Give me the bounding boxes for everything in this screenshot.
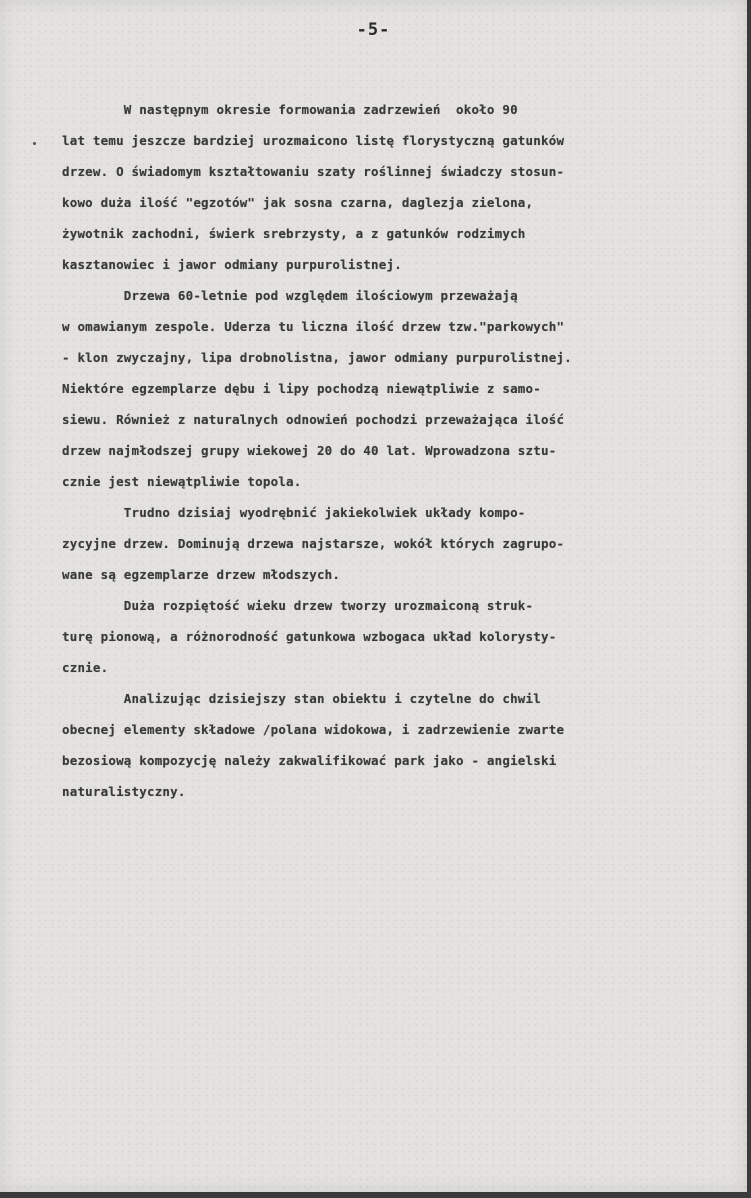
text-line: drzew najmłodszej grupy wiekowej 20 do 40 lat. Wprowadzona sztu- <box>62 443 557 458</box>
text-line: siewu. Również z naturalnych odnowień pochodzi przeważająca ilość <box>62 412 565 427</box>
margin-mark <box>33 142 36 145</box>
text-line: wane są egzemplarze drzew młodszych. <box>62 567 341 582</box>
text-line: turę pionową, a różnorodność gatunkowa wzbogaca układ kolorysty- <box>62 629 557 644</box>
text-line: lat temu jeszcze bardziej urozmaicono listę florystyczną gatunków <box>62 133 565 148</box>
text-line: kasztanowiec i jawor odmiany purpurolistnej. <box>62 257 402 272</box>
text-line: żywotnik zachodni, świerk srebrzysty, a z gatunków rodzimych <box>62 226 526 241</box>
text-line: W następnym okresie formowania zadrzewień około 90 <box>62 102 518 117</box>
scan-edge-right <box>747 0 751 1198</box>
text-line: Niektóre egzemplarze dębu i lipy pochodzą niewątpliwie z samo- <box>62 381 541 396</box>
text-line: drzew. O świadomym kształtowaniu szaty roślinnej świadczy stosun- <box>62 164 565 179</box>
scan-edge-bottom <box>0 1192 751 1198</box>
page-number: -5- <box>356 20 391 40</box>
document-body <box>62 94 742 807</box>
text-line: cznie jest niewątpliwie topola. <box>62 474 302 489</box>
text-line: - klon zwyczajny, lipa drobnolistna, jawor odmiany purpurolistnej. <box>62 350 572 365</box>
text-line: w omawianym zespole. Uderza tu liczna ilość drzew tzw."parkowych" <box>62 319 565 334</box>
text-line: bezosiową kompozycję należy zakwalifikować park jako - angielski <box>62 753 557 768</box>
text-line: Duża rozpiętość wieku drzew tworzy urozmaiconą struk- <box>62 598 534 613</box>
text-line: Trudno dzisiaj wyodrębnić jakiekolwiek układy kompo- <box>62 505 526 520</box>
text-line: Analizując dzisiejszy stan obiektu i czytelne do chwil <box>62 691 541 706</box>
text-line: cznie. <box>62 660 109 675</box>
text-line: obecnej elementy składowe /polana widokowa, i zadrzewienie zwarte <box>62 722 565 737</box>
text-line: naturalistyczny. <box>62 784 186 799</box>
text-line: Drzewa 60-letnie pod względem ilościowym przeważają <box>62 288 518 303</box>
text-line: zycyjne drzew. Dominują drzewa najstarsze, wokół których zagrupo- <box>62 536 565 551</box>
text-line: kowo duża ilość "egzotów" jak sosna czarna, daglezja zielona, <box>62 195 534 210</box>
